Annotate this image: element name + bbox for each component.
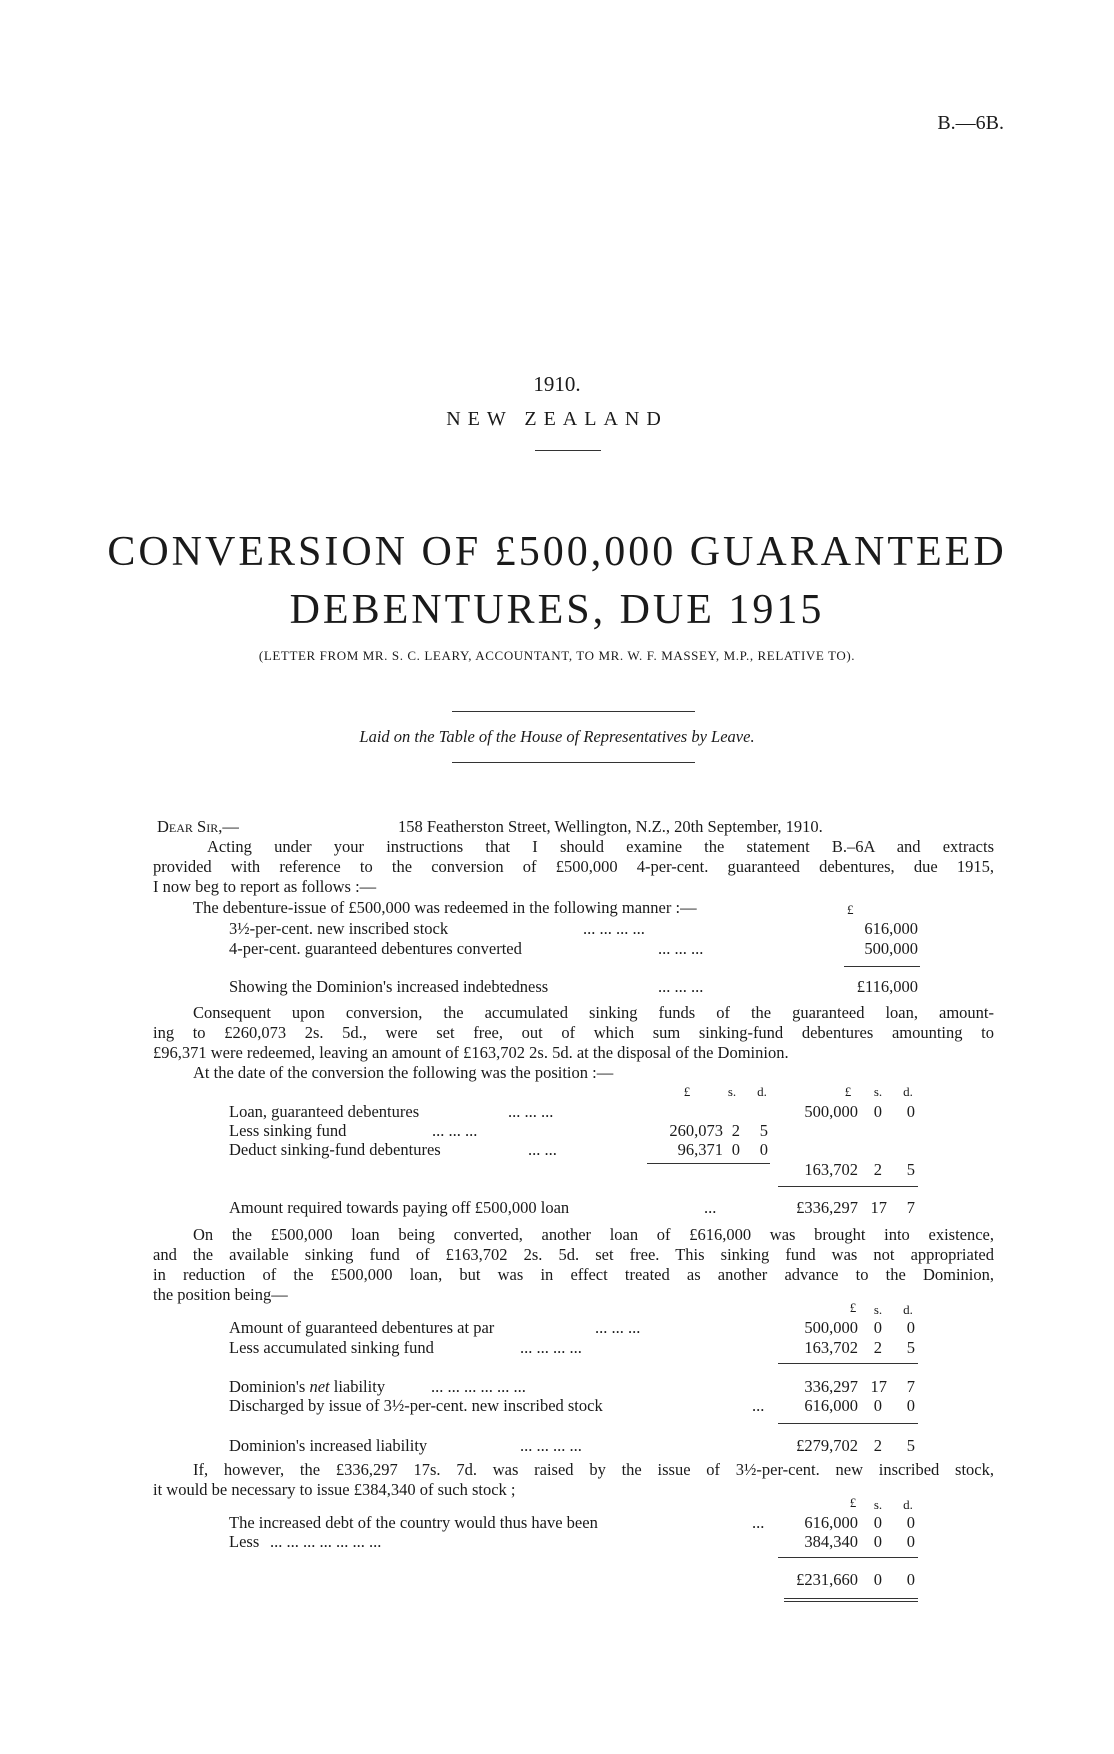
paper-reference: B.—6B. — [937, 112, 1004, 134]
shillings-cell: 2 — [873, 1338, 882, 1357]
amount-cell: 336,297 — [804, 1377, 858, 1396]
table-row-label: The increased debt of the country would thus have been — [229, 1513, 598, 1532]
pence-cell: 5 — [906, 1338, 915, 1357]
shillings-cell: 17 — [870, 1377, 887, 1396]
shillings-cell: 2 — [731, 1121, 740, 1140]
pence-cell: 5 — [906, 1436, 915, 1455]
total-cell: £231,660 — [796, 1570, 858, 1589]
table-row-label: Discharged by issue of 3½-per-cent. new inscribed stock — [229, 1396, 603, 1415]
paragraph-line: I now beg to report as follows :— — [153, 877, 377, 896]
shillings-cell: 0 — [873, 1513, 882, 1532]
pence-cell: 5 — [759, 1121, 768, 1140]
leader-dots: ... ... ... ... ... ... ... — [270, 1532, 382, 1551]
pence-cell: 0 — [759, 1140, 768, 1159]
pence-cell: 0 — [906, 1318, 915, 1337]
subtotal-cell: 163,702 — [804, 1160, 858, 1179]
sum-rule — [647, 1163, 770, 1164]
sum-rule — [784, 1598, 918, 1599]
total-cell: £336,297 — [796, 1198, 858, 1217]
total-cell: £279,702 — [796, 1436, 858, 1455]
shillings-cell: 0 — [873, 1102, 882, 1121]
pence-cell: 7 — [906, 1377, 915, 1396]
shillings-header: s. — [727, 1084, 737, 1099]
pound-header: £ — [849, 1300, 857, 1315]
shillings-cell: 0 — [731, 1140, 740, 1159]
salutation: Dear Sir,— — [157, 817, 239, 836]
table-row-label: 3½-per-cent. new inscribed stock — [229, 919, 449, 938]
table-row-label: Amount required towards paying off £500,000 loan — [229, 1198, 570, 1217]
amount-cell: 500,000 — [864, 939, 918, 958]
paragraph-line: At the date of the conversion the following was the position :— — [193, 1063, 614, 1082]
table-row-label: Less accumulated sinking fund — [229, 1338, 434, 1357]
pound-header: £ — [849, 1495, 857, 1510]
country-heading: NEW ZEALAND — [446, 408, 668, 430]
shillings-cell: 0 — [873, 1396, 882, 1415]
table-row-label: Loan, guaranteed debentures — [229, 1102, 420, 1121]
sum-rule — [778, 1363, 918, 1364]
shillings-cell: 0 — [873, 1318, 882, 1337]
shillings-header: s. — [873, 1302, 883, 1317]
leader-dots: ... ... ... — [658, 977, 704, 996]
leader-dots: ... ... ... — [508, 1102, 554, 1121]
leader-dots: ... — [752, 1513, 765, 1532]
pence-cell: 7 — [906, 1198, 915, 1217]
leader-dots: ... ... ... — [595, 1318, 641, 1337]
sum-rule — [784, 1601, 918, 1602]
sum-rule — [844, 966, 920, 967]
pence-cell: 0 — [906, 1102, 915, 1121]
paragraph-line: £96,371 were redeemed, leaving an amount of £163,702 2s. 5d. at the disposal of the Dominion. — [153, 1043, 789, 1062]
leader-dots: ... — [704, 1198, 717, 1217]
pence-header: d. — [903, 1497, 913, 1512]
shillings-header: s. — [873, 1084, 883, 1099]
paragraph-line: The debenture-issue of £500,000 was redeemed in the following manner :— — [193, 898, 697, 917]
total-cell: £116,000 — [856, 977, 918, 996]
amount-cell: 616,000 — [804, 1396, 858, 1415]
document-title-line1: CONVERSION OF £500,000 GUARANTEED — [107, 529, 1007, 575]
sum-rule — [778, 1423, 918, 1424]
divider — [452, 762, 695, 763]
amount-cell: 616,000 — [864, 919, 918, 938]
leader-dots: ... ... ... ... — [583, 919, 645, 938]
pence-cell: 0 — [906, 1396, 915, 1415]
divider — [535, 450, 601, 451]
pence-cell: 5 — [906, 1160, 915, 1179]
leader-dots: ... — [752, 1396, 765, 1415]
pence-cell: 0 — [906, 1513, 915, 1532]
paragraph-line: Consequent upon conversion, the accumulated sinking funds of the guaranteed loan, amount- — [193, 1003, 994, 1022]
divider — [452, 711, 695, 712]
amount-cell: 260,073 — [669, 1121, 723, 1140]
paragraph-line: the position being— — [153, 1285, 288, 1304]
paragraph-line: in reduction of the £500,000 loan, but was in effect treated as another advance to the Dominion, — [153, 1265, 994, 1284]
pence-cell: 0 — [906, 1532, 915, 1551]
amount-cell: 96,371 — [677, 1140, 723, 1159]
leader-dots: ... ... ... ... ... ... — [431, 1377, 526, 1396]
document-subtitle: (LETTER FROM MR. S. C. LEARY, ACCOUNTANT, TO MR. W. F. MASSEY, M.P., RELATIVE TO). — [258, 648, 856, 663]
table-row-label: Less — [229, 1532, 260, 1551]
shillings-cell: 2 — [873, 1160, 882, 1179]
table-row-label: Deduct sinking-fund debentures — [229, 1140, 441, 1159]
paragraph-line: provided with reference to the conversion of £500,000 4-per-cent. guaranteed debentures, due 1915, — [153, 857, 994, 876]
amount-cell: 384,340 — [804, 1532, 858, 1551]
pound-header: £ — [847, 902, 854, 917]
leader-dots: ... ... ... — [658, 939, 704, 958]
pence-header: d. — [903, 1084, 913, 1099]
table-row-label: 4-per-cent. guaranteed debentures converted — [229, 939, 522, 958]
table-row-label: Showing the Dominion's increased indebtedness — [229, 977, 549, 996]
table-row-label: Amount of guaranteed debentures at par — [229, 1318, 495, 1337]
paragraph-line: Acting under your instructions that I should examine the statement B.–6A and extracts — [207, 837, 994, 856]
amount-cell: 616,000 — [804, 1513, 858, 1532]
laid-note: Laid on the Table of the House of Representatives by Leave. — [359, 727, 755, 746]
paragraph-line: and the available sinking fund of £163,702 2s. 5d. set free. This sinking fund was not appropriated — [153, 1245, 994, 1264]
amount-cell: 500,000 — [804, 1318, 858, 1337]
leader-dots: ... ... ... ... — [520, 1436, 582, 1455]
leader-dots: ... ... — [528, 1140, 557, 1159]
sum-rule — [778, 1186, 918, 1187]
sum-rule — [778, 1557, 918, 1558]
table-row-label: Dominion's net liability — [229, 1377, 386, 1396]
shillings-cell: 2 — [873, 1436, 882, 1455]
address-date: 158 Featherston Street, Wellington, N.Z., 20th September, 1910. — [398, 817, 823, 836]
table-row-label: Dominion's increased liability — [229, 1436, 428, 1455]
amount-cell: 163,702 — [804, 1338, 858, 1357]
leader-dots: ... ... ... — [432, 1121, 478, 1140]
pound-header: £ — [683, 1084, 691, 1099]
table-row-label: Less sinking fund — [229, 1121, 347, 1140]
shillings-cell: 17 — [870, 1198, 887, 1217]
pence-cell: 0 — [906, 1570, 915, 1589]
pence-header: d. — [757, 1084, 767, 1099]
document-title-line2: DEBENTURES, DUE 1915 — [289, 587, 825, 633]
shillings-cell: 0 — [873, 1570, 882, 1589]
leader-dots: ... ... ... ... — [520, 1338, 582, 1357]
paragraph-line: On the £500,000 loan being converted, another loan of £616,000 was brought into existence, — [193, 1225, 994, 1244]
paragraph-line: If, however, the £336,297 17s. 7d. was raised by the issue of 3½-per-cent. new inscribed stock, — [193, 1460, 994, 1479]
paragraph-line: ing to £260,073 2s. 5d., were set free, out of which sum sinking-fund debentures amounting to — [153, 1023, 994, 1042]
pound-header: £ — [844, 1084, 852, 1099]
pence-header: d. — [903, 1302, 913, 1317]
amount-cell: 500,000 — [804, 1102, 858, 1121]
shillings-cell: 0 — [873, 1532, 882, 1551]
shillings-header: s. — [873, 1497, 883, 1512]
paragraph-line: it would be necessary to issue £384,340 of such stock ; — [153, 1480, 516, 1499]
year-heading: 1910. — [533, 372, 581, 396]
